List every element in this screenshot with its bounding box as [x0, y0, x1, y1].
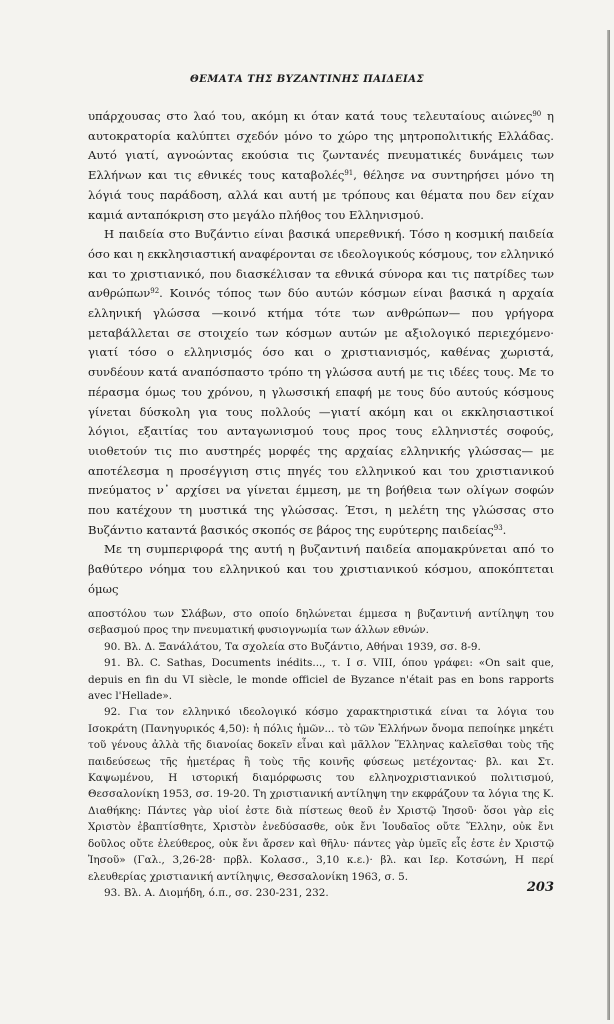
paragraph-1-text-b: η αυτοκρατορία καλύπτει σχεδόν μόνο το χώρο της μητροπολιτικής Ελλάδας. Αυτό γιατί, αγνοώντας εκούσια τις ζωντανές πνευματικές δυνάμεις των Ελλήνων και τις εθνικές τους καταβολές — [88, 109, 554, 183]
paragraph-1-text-c: , θέλησε να συντηρήσει μόνο τη λόγιά τους παράδοση, αλλά και αυτή με τρόπους και θέματα που δεν είχαν καμιά ανταπόκριση στο μεγάλο πλήθος του Ελληνισμού. — [88, 168, 554, 222]
page-number: 203 — [526, 880, 554, 895]
footnote-continuation: αποστόλου των Σλάβων, στο οποίο δηλώνεται έμμεσα η βυζαντινή αντίληψη του σεβασμού προς την πνευματική φυσιογνωμία των άλλων εθνών. — [88, 608, 554, 637]
paragraph-2-text-b: . Κοινός τόπος των δύο αυτών κόσμων είναι βασικά η αρχαία ελληνική γλώσσα —κοινό κτήμα τότε των ανθρώπων— που γρήγορα μεταβάλλεται σε στοιχείο των κόσμων αυτών με αξιολογικό περιεχόμενο· γιατί τόσο ο ελληνισμός όσο και ο χριστιανισμός, καθένας χωριστά, συνδέουν κατά αναπόσπαστο τρόπο τη γλώσσα αυτή με τις ιδέες τους. Με το πέρασμα όμως του χρόνου, η γλωσσική επαφή με τους δύο αυτούς κόσμους γίνεται δύσκολη για τους πολλούς —γιατί ακόμη και οι εκκλησιαστικοί λόγιοι, εξαιτίας του ανταγωνισμού τους προς τους ελληνιστές σοφούς, υιοθετούν τις πιο αυστηρές μορφές της αρχαίας ελληνικής γλώσσας— με αποτέλεσμα η προσέγγιση στις πηγές του ελληνικού και του χριστιανικού πνεύματος ν᾽ αρχίσει να γίνεται έμμεση, με τη βοήθεια των ολίγων σοφών που κατέχουν τη μυστικά της γλώσσας. Έτσι, η μελέτη της γλώσσας στο Βυζάντιο καταντά βασικός σκοπός σε βάρος της ευρύτερης παιδείας — [88, 286, 554, 537]
running-header: ΘΕΜΑΤΑ ΤΗΣ ΒΥΖΑΝΤΙΝΗΣ ΠΑΙΔΕΙΑΣ — [189, 74, 425, 85]
footnote-ref-93: 93 — [493, 523, 503, 532]
paragraph-2-text-a: Η παιδεία στο Βυζάντιο είναι βασικά υπερεθνική. Τόσο η κοσμική παιδεία όσο και η εκκλησιαστική αναφέρονται σε ιδεολογικούς κόσμους, τον ελληνικό και το χριστιανικό, που διασκέλισαν τα εθνικά σύνορα και τις πατρίδες των ανθρώπων — [88, 227, 555, 301]
footnote-92: 92. Για τον ελληνικό ιδεολογικό κόσμο χαρακτηριστικά είναι τα λόγια του Ισοκράτη (Πανηγυρικός 4,50): ἡ πόλις ἡμῶν... τὸ τῶν Ἑλλήνων ὄνομα πεποίηκε μηκέτι τοῦ γένους ἀλλὰ τῆς διανοίας δοκεῖν εἶναι καὶ μᾶλλον Ἕλληνας καλεῖσθαι τοὺς τῆς παιδεύσεως τῆς ἡμετέρας ἢ τοὺς τῆς κοινῆς φύσεως μετέχοντας· βλ. και Στ. Καψωμένου, Η ιστορική διαμόρφωσις του ελληνοχριστιανικού πολιτισμού, Θεσσαλονίκη 1953, σσ. 19-20. Τη χριστιανική αντίληψη την εκφράζουν τα λόγια της Κ. Διαθήκης: Πάντες γὰρ υἱοί ἐστε διὰ πίστεως θεοῦ ἐν Χριστῷ Ἰησοῦ· ὅσοι γὰρ εἰς Χριστὸν ἐβαπτίσθητε, Χριστὸν ἐνεδύσασθε, οὐκ ἔνι Ἰουδαῖος οὔτε Ἕλλην, οὐκ ἔνι δοῦλος οὔτε ἐλεύθερος, οὐκ ἔνι ἄρσεν καὶ θῆλυ· πάντες γὰρ ὑμεῖς εἷς ἐστε ἐν Χριστῷ Ἰησοῦ» (Γαλ., 3,26-28· πρβλ. Κολασσ., 3,10 κ.ε.)· βλ. και Ιερ. Κοτσώνη, Η περί ελευθερίας χριστιανική αντίληψις, Θεσσαλονίκη 1963, σ. 5. — [88, 706, 554, 883]
footnote-ref-91: 91 — [344, 169, 354, 178]
paragraph-1-text-a: υπάρχουσας στο λαό του, ακόμη κι όταν κατά τους τελευταίους αιώνες — [88, 109, 533, 123]
footnotes — [88, 606, 554, 901]
body-text — [88, 107, 554, 600]
footnote-91: 91. Βλ. C. Sathas, Documents inédits..., τ. I σ. VIII, όπου γράφει: «On sait que, depuis en fin du VI siècle, le monde officiel de Byzance n'était pas en bons rapports avec l'Hellade». — [88, 657, 554, 703]
footnote-ref-90: 90 — [532, 110, 542, 118]
paragraph-3: Με τη συμπεριφορά της αυτή η βυζαντινή παιδεία απομακρύνεται από το βαθύτερο νόημα του ελληνικού και του χριστιανικού κόσμου, αποκόπτεται όμως — [88, 542, 554, 596]
footnote-93: 93. Βλ. Α. Διομήδη, ό.π., σσ. 230-231, 232. — [104, 886, 329, 899]
footnote-90: 90. Βλ. Δ. Ξανάλάτου, Τα σχολεία στο Βυζάντιο, Αθήναι 1939, σσ. 8-9. — [104, 640, 481, 653]
paragraph-2-text-c: . — [502, 522, 507, 537]
page-edge-shadow — [607, 30, 610, 1020]
paragraph-2 — [88, 225, 554, 540]
footnote-ref-92: 92 — [150, 287, 160, 296]
paragraph-1 — [88, 107, 554, 225]
